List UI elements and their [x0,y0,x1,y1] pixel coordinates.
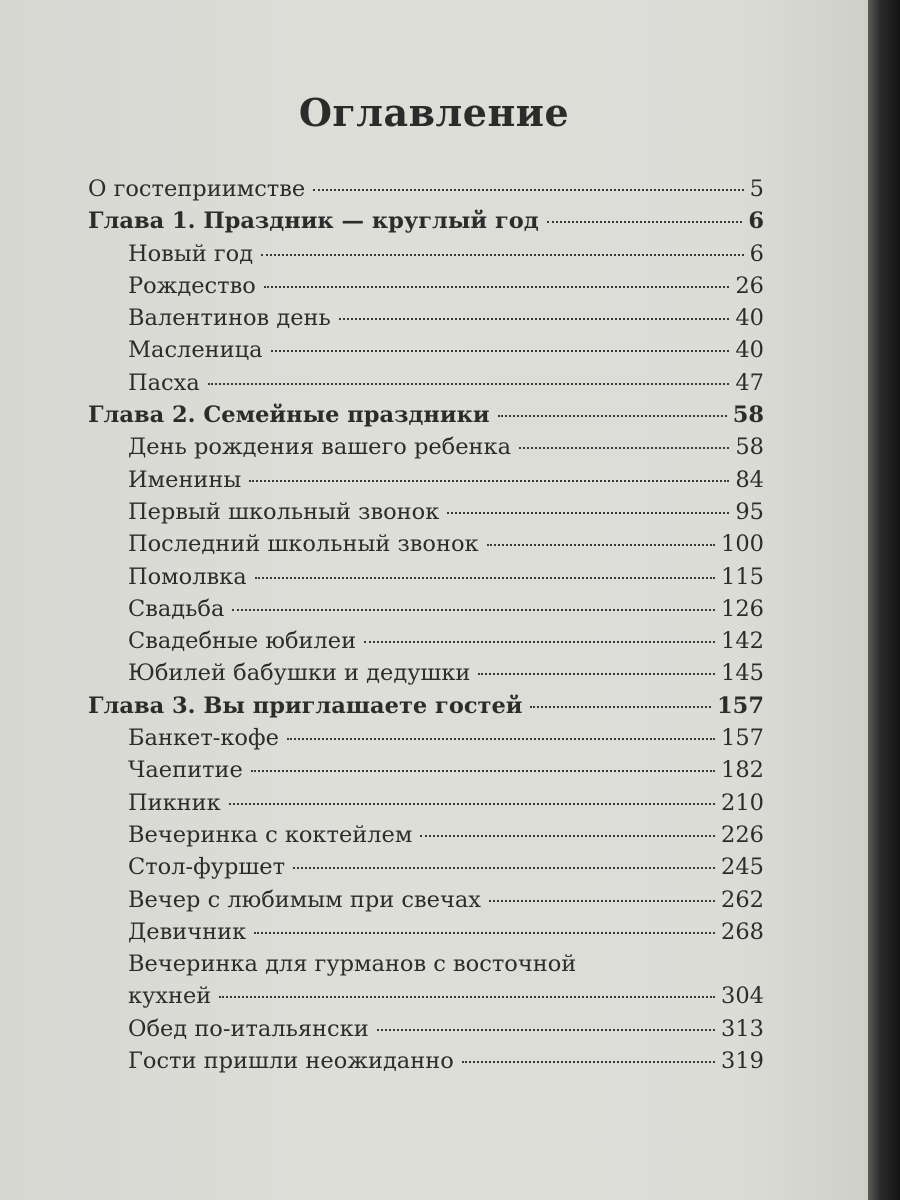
toc-entry-label: О гостеприимстве [88,176,306,202]
toc-entry [88,822,764,854]
toc-entry-label: Последний школьный звонок [128,531,479,558]
toc-page-number: 319 [721,1048,764,1075]
toc-page-number: 210 [721,789,764,816]
toc-entry-label: Масленица [128,337,263,364]
page-edge-shadow [868,0,900,1200]
toc-entry-label: Именины [128,466,242,493]
toc-page-number: 6 [748,208,764,235]
toc-page-number: 100 [721,531,764,558]
toc-entry [88,596,764,628]
dot-leader [487,544,715,546]
toc-page-number: 304 [721,983,764,1010]
dot-leader [293,867,715,869]
toc-entry [88,370,764,402]
toc-page-number: 5 [749,176,764,202]
dot-leader [530,706,711,708]
toc-page-number: 47 [735,369,764,396]
dot-leader [478,673,715,675]
toc-entry-label: Обед по-итальянски [128,1015,369,1042]
toc-entry-label: Первый школьный звонок [128,498,440,525]
dot-leader [287,738,715,740]
toc-entry [88,628,764,660]
dot-leader [249,480,729,482]
toc-entry-label: Пасха [128,369,200,396]
toc-entry [88,951,764,983]
toc-entry-label: кухней [128,983,212,1010]
toc-page-number: 6 [749,240,764,267]
toc-page-number: 142 [721,628,764,655]
dot-leader [447,512,729,514]
toc-entry-label: Свадебные юбилеи [128,628,357,655]
dot-leader [313,189,743,191]
toc-entry [88,564,764,596]
toc-page-number: 226 [721,821,764,848]
toc-entry-label: Помолвка [128,563,247,590]
toc-entry [88,531,764,563]
toc-entry-label: Чаепитие [128,757,243,784]
toc-entry [88,1016,764,1048]
toc-entry-label: Юбилей бабушки и дедушки [128,660,471,687]
toc-entry-label: Глава 2. Семейные праздники [88,402,490,429]
toc-entry-label: Вечер с любимым при свечах [128,886,481,913]
dot-leader [377,1029,715,1031]
dot-leader [208,383,730,385]
toc-page-number: 268 [721,918,764,945]
dot-leader [261,254,744,256]
dot-leader [547,221,743,223]
dot-leader [229,803,715,805]
toc-entry [88,1048,764,1080]
toc-page-number: 313 [721,1015,764,1042]
dot-leader [519,447,729,449]
toc-page-number: 245 [721,854,764,881]
toc-entry [88,887,764,919]
dot-leader [232,609,715,611]
toc-page-number: 40 [735,305,764,332]
toc-entry-label: Рождество [128,272,256,299]
toc-entry [88,273,764,305]
dot-leader [339,318,730,320]
toc-entry [88,434,764,466]
dot-leader [364,641,715,643]
toc-entry-label: Свадьба [128,595,225,622]
toc-page-number: 58 [732,402,764,429]
toc-entry [88,757,764,789]
toc-page-number: 26 [735,272,764,299]
dot-leader [498,415,727,417]
dot-leader [254,932,715,934]
toc-entry [88,725,764,757]
toc-entry [88,241,764,273]
toc-chapter-entry [88,208,764,240]
toc-entry-label: Пикник [128,789,221,816]
toc-entry [88,919,764,951]
toc-entry [88,854,764,886]
dot-leader [462,1061,715,1063]
page-title: Оглавление [298,90,570,135]
toc-page-number: 145 [721,660,764,687]
toc-page-number: 182 [721,757,764,784]
toc-entry-label: Банкет-кофе [128,725,279,752]
toc-entry-label: Вечеринка с коктейлем [128,821,413,848]
dot-leader [420,835,715,837]
dot-leader [219,996,715,998]
toc-entry [88,337,764,369]
toc-entry [88,660,764,692]
toc-entry-label: Глава 1. Праздник — круглый год [88,208,539,235]
toc-page-number: 40 [735,337,764,364]
toc-entry [88,983,764,1015]
toc-page-number: 58 [735,434,764,461]
dot-leader [271,350,730,352]
toc-page-number: 115 [721,563,764,590]
toc-entry-label: Вечеринка для гурманов с восточной [128,951,577,978]
toc-entry-label: Глава 3. Вы приглашаете гостей [88,692,523,719]
dot-leader [251,770,715,772]
toc-page-number: 157 [717,692,764,719]
toc-page-number: 84 [735,466,764,493]
toc-entry-label: Девичник [128,918,247,945]
dot-leader [489,900,715,902]
toc-entry-label: Стол-фуршет [128,854,286,881]
toc-chapter-entry [88,402,764,434]
toc-entry-label: Новый год [128,240,254,267]
toc-entry [88,790,764,822]
table-of-contents [88,176,764,1080]
dot-leader [264,286,730,288]
toc-entry-label: День рождения вашего ребенка [128,434,512,461]
toc-page-number: 262 [721,886,764,913]
toc-entry [88,499,764,531]
dot-leader [255,577,715,579]
toc-chapter-entry [88,693,764,725]
toc-entry [88,305,764,337]
toc-page-number: 126 [721,595,764,622]
toc-entry-label: Валентинов день [128,305,331,332]
toc-entry [88,176,764,208]
toc-entry [88,467,764,499]
toc-page-number: 157 [721,725,764,752]
toc-entry-label: Гости пришли неожиданно [128,1048,454,1075]
toc-page-number: 95 [735,498,764,525]
